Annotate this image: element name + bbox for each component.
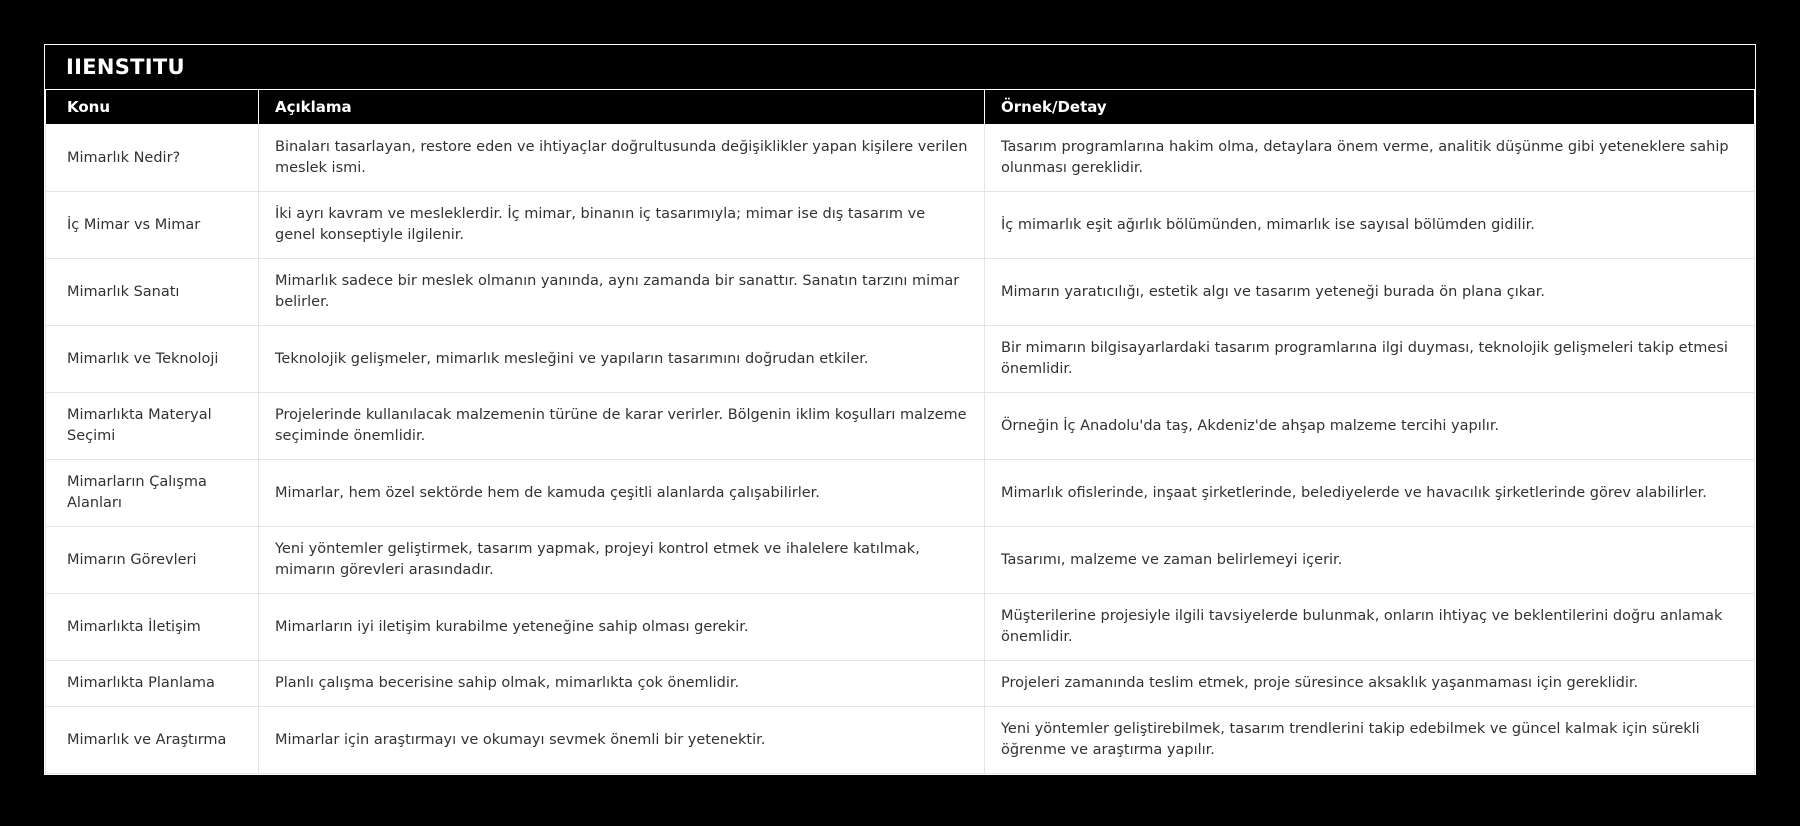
page-title: IIENSTITU <box>45 45 1755 89</box>
cell-ornek-detay: Projeleri zamanında teslim etmek, proje süresince aksaklık yaşanmaması için gereklidir. <box>985 661 1755 707</box>
cell-ornek-detay: Bir mimarın bilgisayarlardaki tasarım programlarına ilgi duyması, teknolojik gelişmeleri takip etmesi önemlidir. <box>985 326 1755 393</box>
table-header-row <box>46 90 1755 125</box>
topics-table <box>45 89 1755 774</box>
cell-aciklama: Planlı çalışma becerisine sahip olmak, mimarlıkta çok önemlidir. <box>259 661 985 707</box>
column-header-konu: Konu <box>46 90 259 125</box>
table-row <box>46 393 1755 460</box>
cell-ornek-detay: Müşterilerine projesiyle ilgili tavsiyelerde bulunmak, onların ihtiyaç ve beklentilerini doğru anlamak önemlidir. <box>985 594 1755 661</box>
cell-ornek-detay: Yeni yöntemler geliştirebilmek, tasarım trendlerini takip edebilmek ve güncel kalmak için sürekli öğrenme ve araştırma yapılır. <box>985 707 1755 774</box>
table-row <box>46 326 1755 393</box>
cell-aciklama: İki ayrı kavram ve mesleklerdir. İç mimar, binanın iç tasarımıyla; mimar ise dış tasarım ve genel konseptiyle ilgilenir. <box>259 192 985 259</box>
table-row <box>46 259 1755 326</box>
cell-konu: Mimarlık Sanatı <box>46 259 259 326</box>
table-row <box>46 125 1755 192</box>
cell-konu: Mimarın Görevleri <box>46 527 259 594</box>
cell-aciklama: Mimarlık sadece bir meslek olmanın yanında, aynı zamanda bir sanattır. Sanatın tarzını mimar belirler. <box>259 259 985 326</box>
table-row <box>46 707 1755 774</box>
cell-aciklama: Yeni yöntemler geliştirmek, tasarım yapmak, projeyi kontrol etmek ve ihalelere katılmak, mimarın görevleri arasındadır. <box>259 527 985 594</box>
cell-aciklama: Teknolojik gelişmeler, mimarlık mesleğini ve yapıların tasarımını doğrudan etkiler. <box>259 326 985 393</box>
cell-konu: İç Mimar vs Mimar <box>46 192 259 259</box>
content-frame <box>44 44 1756 775</box>
cell-aciklama: Binaları tasarlayan, restore eden ve ihtiyaçlar doğrultusunda değişiklikler yapan kişilere verilen meslek ismi. <box>259 125 985 192</box>
column-header-ornek-detay: Örnek/Detay <box>985 90 1755 125</box>
table-row <box>46 460 1755 527</box>
table-row <box>46 527 1755 594</box>
cell-aciklama: Mimarlar için araştırmayı ve okumayı sevmek önemli bir yetenektir. <box>259 707 985 774</box>
cell-aciklama: Projelerinde kullanılacak malzemenin türüne de karar verirler. Bölgenin iklim koşulları malzeme seçiminde önemlidir. <box>259 393 985 460</box>
cell-ornek-detay: Tasarım programlarına hakim olma, detaylara önem verme, analitik düşünme gibi yeteneklere sahip olunması gereklidir. <box>985 125 1755 192</box>
cell-konu: Mimarlık ve Araştırma <box>46 707 259 774</box>
table-row <box>46 661 1755 707</box>
cell-ornek-detay: Mimarlık ofislerinde, inşaat şirketlerinde, belediyelerde ve havacılık şirketlerinde görev alabilirler. <box>985 460 1755 527</box>
cell-konu: Mimarlık ve Teknoloji <box>46 326 259 393</box>
cell-ornek-detay: İç mimarlık eşit ağırlık bölümünden, mimarlık ise sayısal bölümden gidilir. <box>985 192 1755 259</box>
table-row <box>46 594 1755 661</box>
cell-konu: Mimarlık Nedir? <box>46 125 259 192</box>
cell-konu: Mimarların Çalışma Alanları <box>46 460 259 527</box>
table-row <box>46 192 1755 259</box>
cell-konu: Mimarlıkta Planlama <box>46 661 259 707</box>
cell-konu: Mimarlıkta İletişim <box>46 594 259 661</box>
cell-ornek-detay: Örneğin İç Anadolu'da taş, Akdeniz'de ahşap malzeme tercihi yapılır. <box>985 393 1755 460</box>
cell-konu: Mimarlıkta Materyal Seçimi <box>46 393 259 460</box>
cell-ornek-detay: Tasarımı, malzeme ve zaman belirlemeyi içerir. <box>985 527 1755 594</box>
cell-ornek-detay: Mimarın yaratıcılığı, estetik algı ve tasarım yeteneği burada ön plana çıkar. <box>985 259 1755 326</box>
cell-aciklama: Mimarların iyi iletişim kurabilme yeteneğine sahip olması gerekir. <box>259 594 985 661</box>
cell-aciklama: Mimarlar, hem özel sektörde hem de kamuda çeşitli alanlarda çalışabilirler. <box>259 460 985 527</box>
column-header-aciklama: Açıklama <box>259 90 985 125</box>
